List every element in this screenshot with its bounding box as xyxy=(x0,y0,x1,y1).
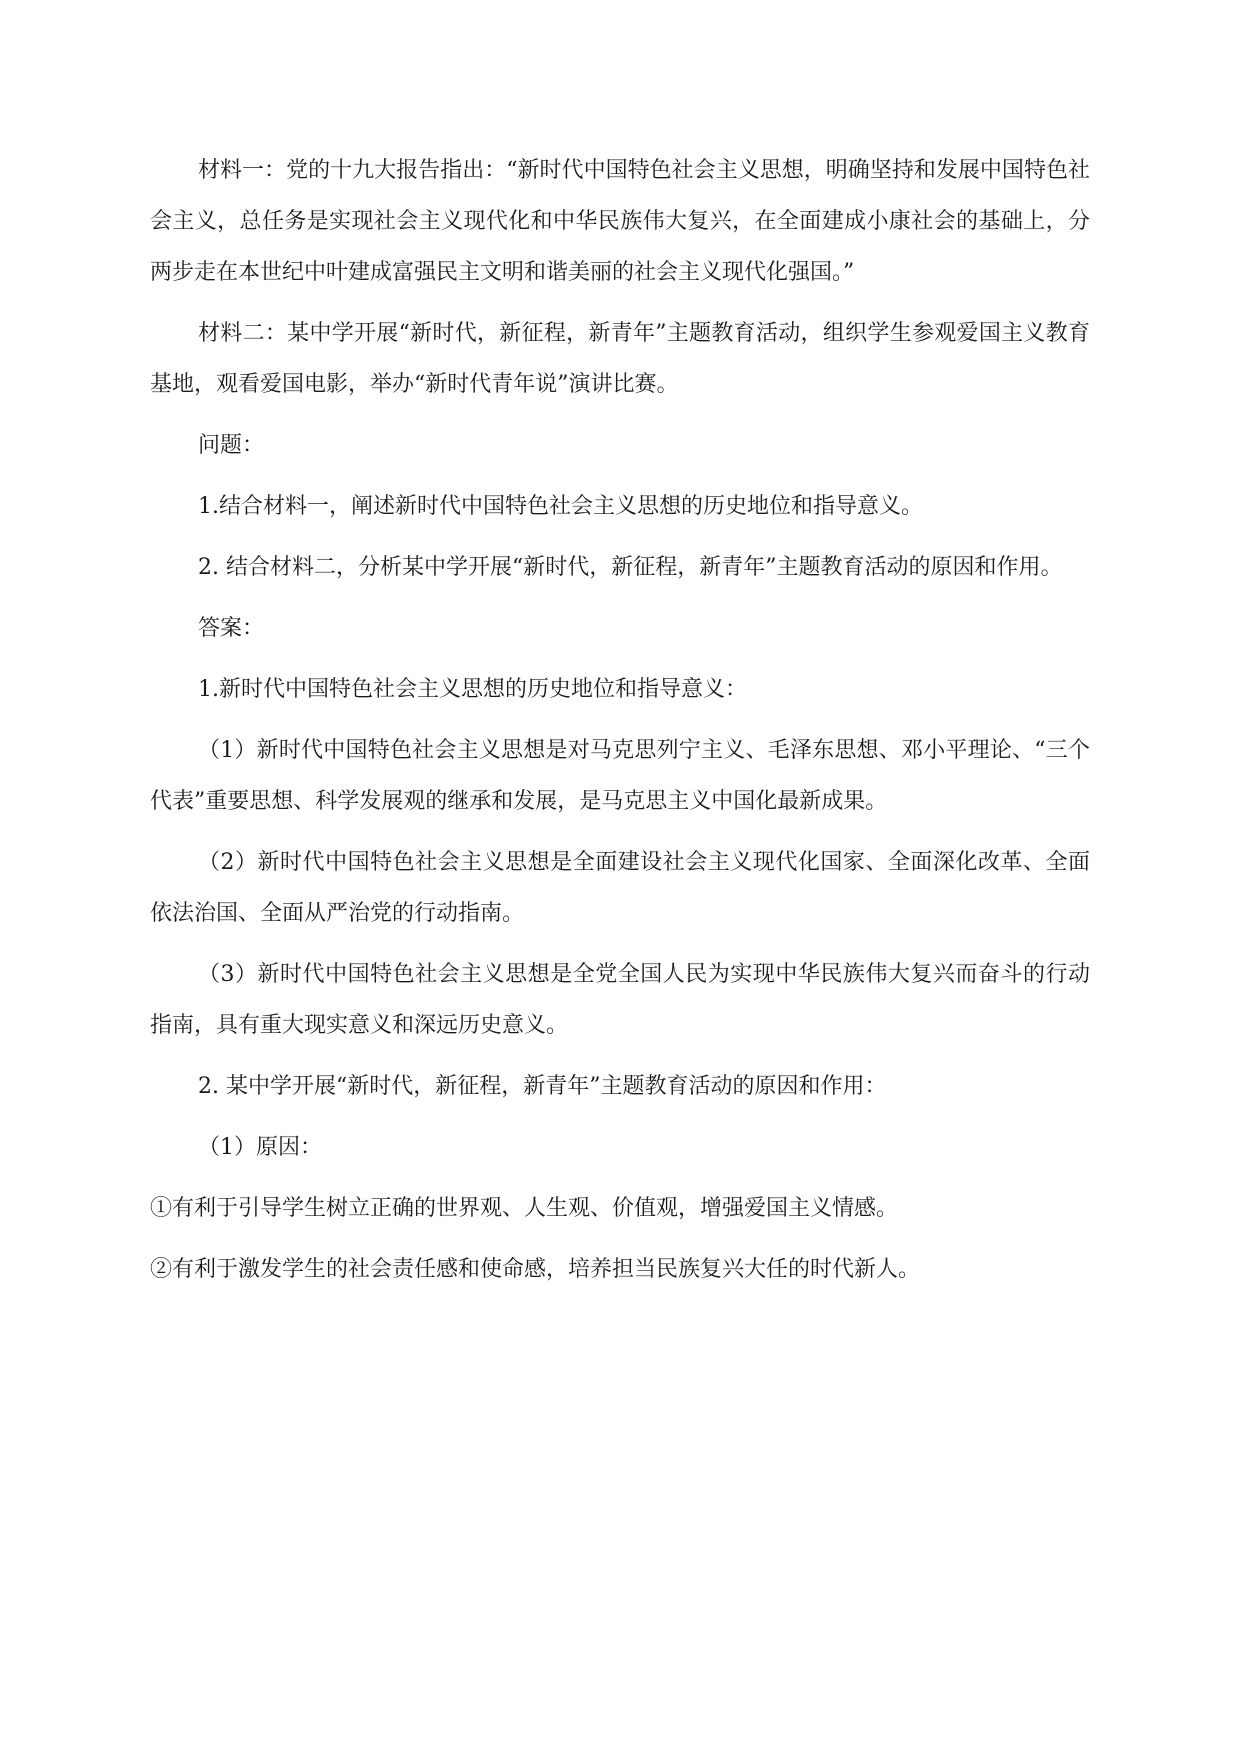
answer-one-point-2: （2）新时代中国特色社会主义思想是全面建设社会主义现代化国家、全面深化改革、全面依法治国、全面从严治党的行动指南。 xyxy=(150,850,1090,926)
material-one-paragraph: 材料一：党的十九大报告指出：“新时代中国特色社会主义思想，明确坚持和发展中国特色社会主义，总任务是实现社会主义现代化和中华民族伟大复兴，在全面建成小康社会的基础上，分两步走在本世纪中叶建成富强民主文明和谐美丽的社会主义现代化强国。” xyxy=(150,158,1090,285)
answers-heading: 答案： xyxy=(198,616,265,641)
question-one: 1.结合材料一，阐述新时代中国特色社会主义思想的历史地位和指导意义。 xyxy=(198,494,923,519)
answer-one-point-1: （1）新时代中国特色社会主义思想是对马克思列宁主义、毛泽东思想、邓小平理论、“三个代表”重要思想、科学发展观的继承和发展，是马克思主义中国化最新成果。 xyxy=(150,738,1090,814)
answer-two-reason-2: ②有利于激发学生的社会责任感和使命感，培养担当民族复兴大任的时代新人。 xyxy=(150,1257,921,1282)
answer-one-heading: 1.新时代中国特色社会主义思想的历史地位和指导意义： xyxy=(198,677,747,702)
question-two: 2. 结合材料二，分析某中学开展“新时代，新征程，新青年”主题教育活动的原因和作用。 xyxy=(198,555,1063,580)
answer-two-reason-1: ①有利于引导学生树立正确的世界观、人生观、价值观，增强爱国主义情感。 xyxy=(150,1196,899,1221)
document-body xyxy=(150,145,1090,1305)
answer-two-heading: 2. 某中学开展“新时代，新征程，新青年”主题教育活动的原因和作用： xyxy=(198,1074,887,1099)
answer-one-point-3: （3）新时代中国特色社会主义思想是全党全国人民为实现中华民族伟大复兴而奋斗的行动指南，具有重大现实意义和深远历史意义。 xyxy=(150,962,1090,1038)
questions-heading: 问题： xyxy=(198,433,265,458)
material-two-paragraph: 材料二：某中学开展“新时代，新征程，新青年”主题教育活动，组织学生参观爱国主义教育基地，观看爱国电影，举办“新时代青年说”演讲比赛。 xyxy=(150,321,1090,397)
answer-two-reason-heading: （1）原因： xyxy=(198,1135,322,1160)
